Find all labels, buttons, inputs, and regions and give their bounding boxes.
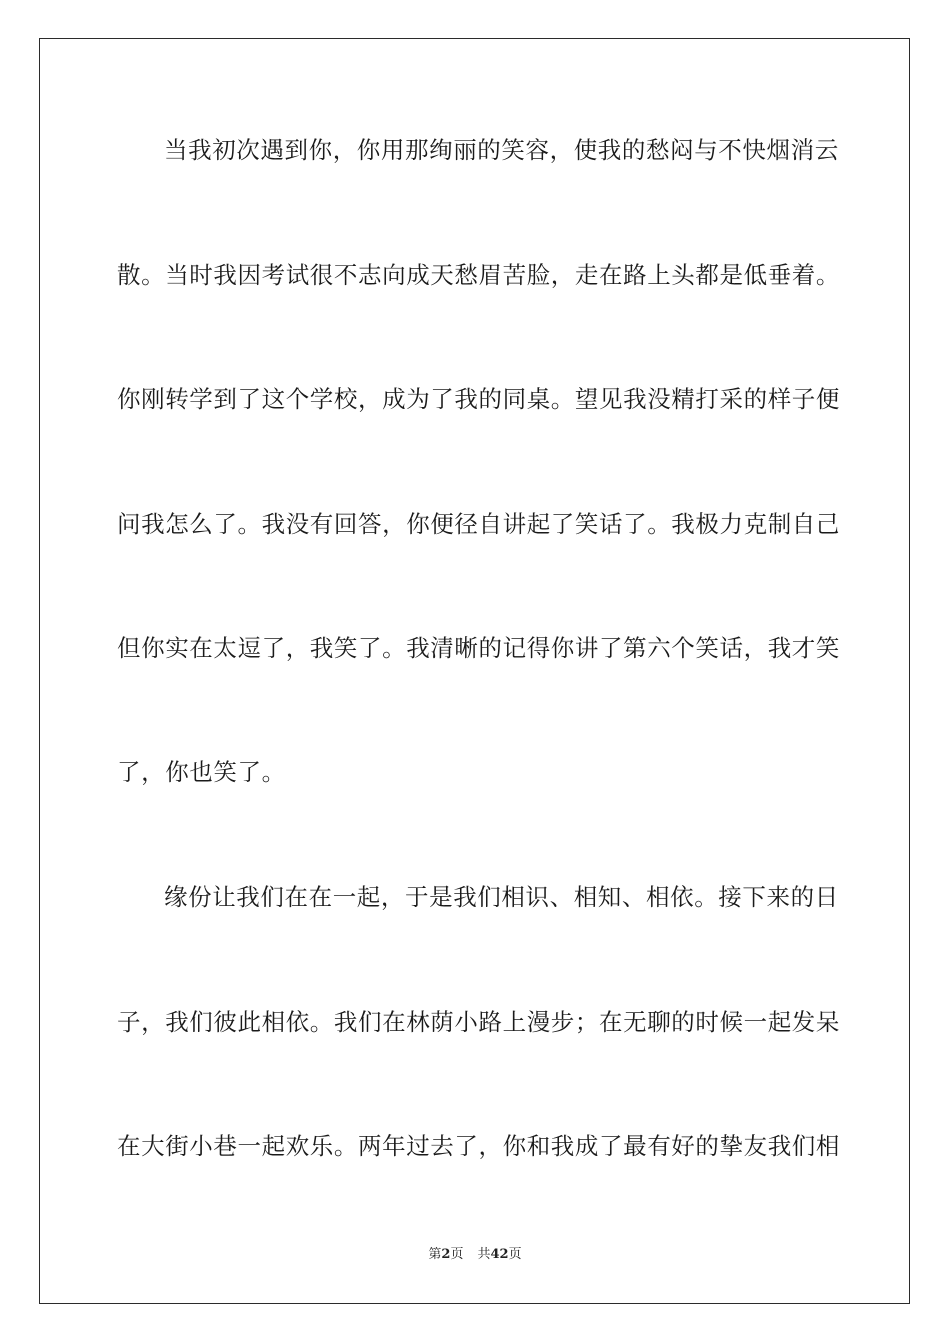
paragraph-2-line-1: 缘份让我们在在一起，于是我们相识、相知、相依。接下来的日 (164, 883, 839, 911)
total-label-suffix: 页 (508, 1247, 522, 1262)
page-label-prefix: 第 (428, 1247, 442, 1262)
page-footer (0, 1246, 950, 1264)
paragraph-2-line-3: 在大街小巷一起欢乐。两年过去了，你和我成了最有好的挚友我们相 (117, 1132, 840, 1160)
paragraph-1-line-2: 散。当时我因考试很不志向成天愁眉苦脸，走在路上头都是低垂着。 (117, 261, 840, 289)
paragraph-1-line-6: 了，你也笑了。 (117, 758, 286, 786)
page-frame (39, 38, 910, 1304)
paragraph-1-line-3: 你刚转学到了这个学校，成为了我的同桌。望见我没精打采的样子便 (117, 385, 840, 413)
paragraph-1-line-4: 问我怎么了。我没有回答，你便径自讲起了笑话了。我极力克制自己 (117, 510, 840, 538)
page-number: 2 (441, 1247, 451, 1262)
page-label-suffix: 页 (450, 1247, 464, 1262)
paragraph-1-line-1: 当我初次遇到你，你用那绚丽的笑容，使我的愁闷与不快烟消云 (164, 136, 839, 164)
total-label-prefix: 共 (477, 1247, 491, 1262)
paragraph-1-line-5: 但你实在太逗了，我笑了。我清晰的记得你讲了第六个笑话，我才笑 (117, 634, 840, 662)
paragraph-2-line-2: 子，我们彼此相依。我们在林荫小路上漫步；在无聊的时候一起发呆 (117, 1008, 840, 1036)
total-pages: 42 (490, 1247, 509, 1262)
